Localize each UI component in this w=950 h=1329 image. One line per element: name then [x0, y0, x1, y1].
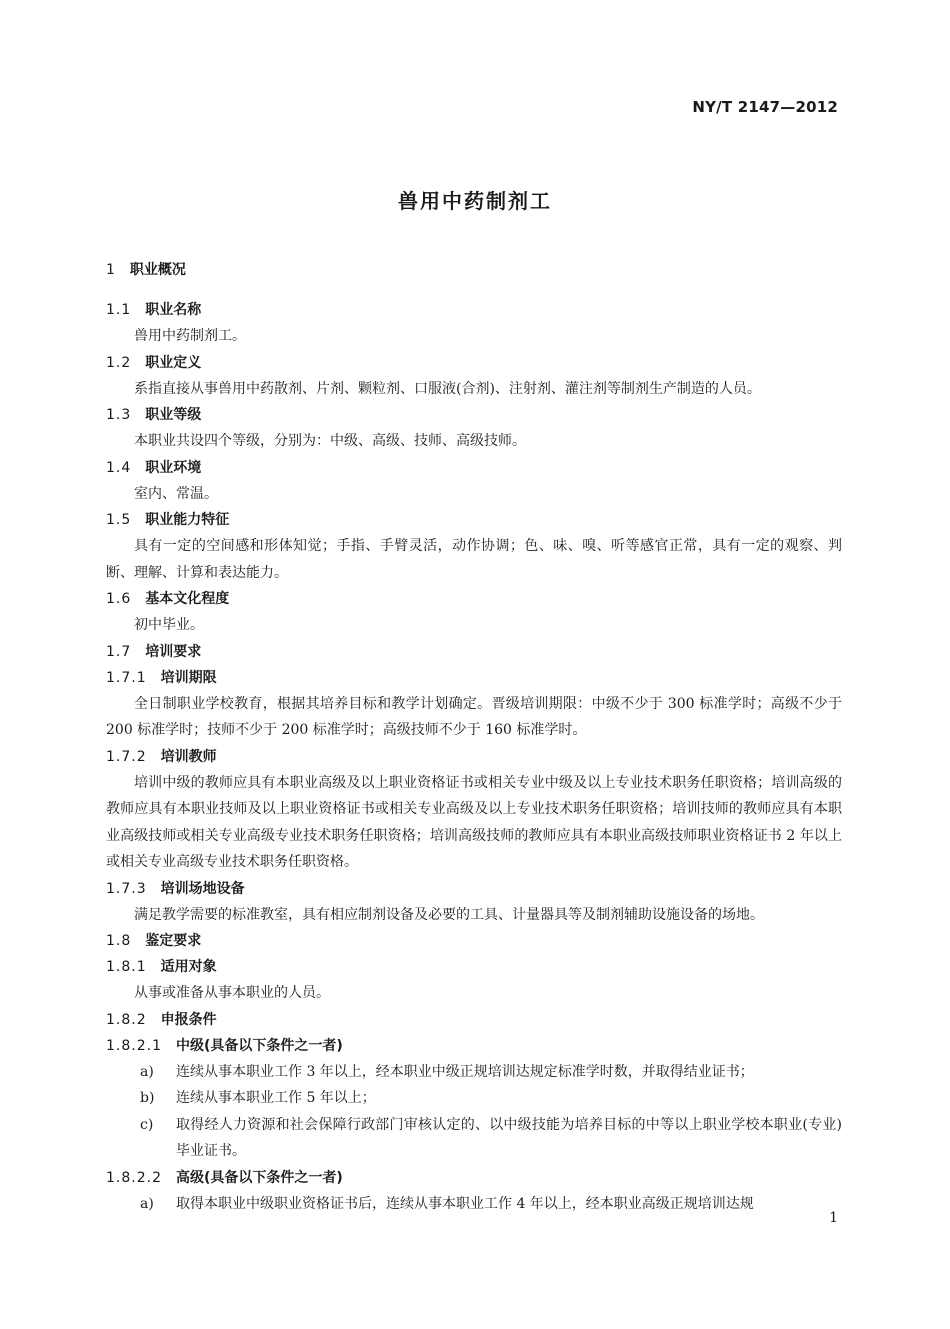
standard-number: NY/T 2147—2012 [692, 98, 838, 116]
section-title: 基本文化程度 [145, 591, 230, 607]
section-number: 1.5 [106, 512, 132, 528]
section-title: 职业概况 [129, 262, 186, 278]
section-title: 申报条件 [160, 1011, 217, 1028]
section-number: 1.2 [106, 354, 132, 371]
document-title: 兽用中药制剂工 [398, 189, 552, 213]
section-number: 1.1 [106, 302, 132, 318]
section-title: 培训场地设备 [160, 880, 245, 897]
list-marker: c) [140, 1116, 154, 1133]
paragraph: 本职业共设四个等级，分别为：中级、高级、技师、高级技师。 [134, 433, 526, 449]
section-number: 1.7.2 [106, 748, 147, 765]
section-heading-1-3 [106, 402, 842, 428]
paragraph: 系指直接从事兽用中药散剂、片剂、颗粒剂、口服液(合剂)、注射剂、灌注剂等制剂生产制造的人员。 [134, 380, 761, 397]
document-body [106, 257, 842, 1217]
section-heading-1-7 [106, 639, 842, 665]
section-heading-1-5 [106, 507, 842, 533]
list-item-text: 取得本职业中级职业资格证书后，连续从事本职业工作 4 年以上，经本职业高级正规培训达规 [176, 1195, 754, 1212]
section-heading-1-7-3 [106, 876, 842, 902]
paragraph: 具有一定的空间感和形体知觉；手指、手臂灵活，动作协调；色、味、嗅、听等感官正常，具有一定的观察、判断、理解、计算和表达能力。 [106, 538, 842, 581]
section-heading-1-7-1 [106, 665, 842, 691]
section-number: 1.4 [106, 459, 132, 476]
section-title: 培训教师 [160, 748, 217, 765]
paragraph: 满足教学需要的标准教室，具有相应制剂设备及必要的工具、计量器具等及制剂辅助设施设备的场地。 [134, 906, 764, 923]
list-item-text: 取得经人力资源和社会保障行政部门审核认定的、以中级技能为培养目标的中等以上职业学校本职业(专业)毕业证书。 [176, 1116, 842, 1159]
section-title: 职业环境 [145, 459, 202, 476]
section-number: 1.7.3 [106, 880, 147, 897]
section-heading-1-2 [106, 350, 842, 376]
section-title: 职业等级 [145, 407, 202, 423]
section-heading-1-8-1 [106, 954, 842, 980]
paragraph: 培训中级的教师应具有本职业高级及以上职业资格证书或相关专业中级及以上专业技术职务任职资格；培训高级的教师应具有本职业技师及以上职业资格证书或相关专业高级及以上专业技术职务任职资格；培训技师的教师应具有本职业高级技师或相关专业高级专业技术职务任职资格；培训高级技师的教师应具有本职业高级技师职业资格证书 2 年以上或相关专业高级专业技术职务任职资格。 [106, 774, 842, 870]
section-title: 适用对象 [160, 959, 217, 975]
paragraph: 全日制职业学校教育，根据其培养目标和教学计划确定。晋级培训期限：中级不少于 300 标准学时；高级不少于 200 标准学时；技师不少于 200 标准学时；高级技师不少于 160 标准学时。 [106, 695, 842, 738]
list-marker: b) [140, 1090, 155, 1106]
list-marker: a) [140, 1063, 154, 1080]
paragraph: 兽用中药制剂工。 [134, 328, 246, 344]
paragraph: 初中毕业。 [134, 617, 204, 633]
page-number: 1 [829, 1210, 838, 1226]
section-heading-1-1 [106, 297, 842, 323]
section-title: 职业能力特征 [145, 512, 230, 528]
list-marker: a) [140, 1195, 154, 1212]
list-item [106, 1112, 842, 1165]
list-item [106, 1059, 842, 1086]
section-number: 1.7 [106, 643, 132, 660]
section-heading-1-4 [106, 455, 842, 481]
section-number: 1.8 [106, 933, 132, 949]
section-title: 高级(具备以下条件之一者) [175, 1169, 343, 1186]
section-heading-1 [106, 257, 842, 283]
section-title: 职业定义 [145, 354, 202, 371]
section-title: 中级(具备以下条件之一者) [175, 1037, 343, 1054]
section-number: 1 [106, 262, 116, 278]
list-item [106, 1191, 842, 1218]
section-title: 培训期限 [160, 669, 217, 686]
section-number: 1.6 [106, 591, 132, 607]
list-item-text: 连续从事本职业工作 3 年以上，经本职业中级正规培训达规定标准学时数，并取得结业证书； [176, 1063, 754, 1080]
section-title: 培训要求 [145, 643, 202, 660]
section-heading-1-8-2-1 [106, 1033, 842, 1059]
section-number: 1.3 [106, 407, 132, 423]
section-heading-1-6 [106, 586, 842, 612]
list-item-text: 连续从事本职业工作 5 年以上； [176, 1090, 376, 1106]
section-number: 1.7.1 [106, 669, 147, 686]
section-title: 鉴定要求 [145, 933, 202, 949]
section-heading-1-7-2 [106, 744, 842, 770]
section-heading-1-8-2-2 [106, 1165, 842, 1191]
section-heading-1-8-2 [106, 1007, 842, 1033]
section-title: 职业名称 [145, 302, 202, 318]
section-number: 1.8.2 [106, 1011, 147, 1028]
section-number: 1.8.2.2 [106, 1169, 162, 1186]
paragraph: 室内、常温。 [134, 485, 218, 502]
paragraph: 从事或准备从事本职业的人员。 [134, 985, 330, 1001]
section-number: 1.8.2.1 [106, 1037, 162, 1054]
section-number: 1.8.1 [106, 959, 147, 975]
list-item [106, 1085, 842, 1112]
section-heading-1-8 [106, 928, 842, 954]
